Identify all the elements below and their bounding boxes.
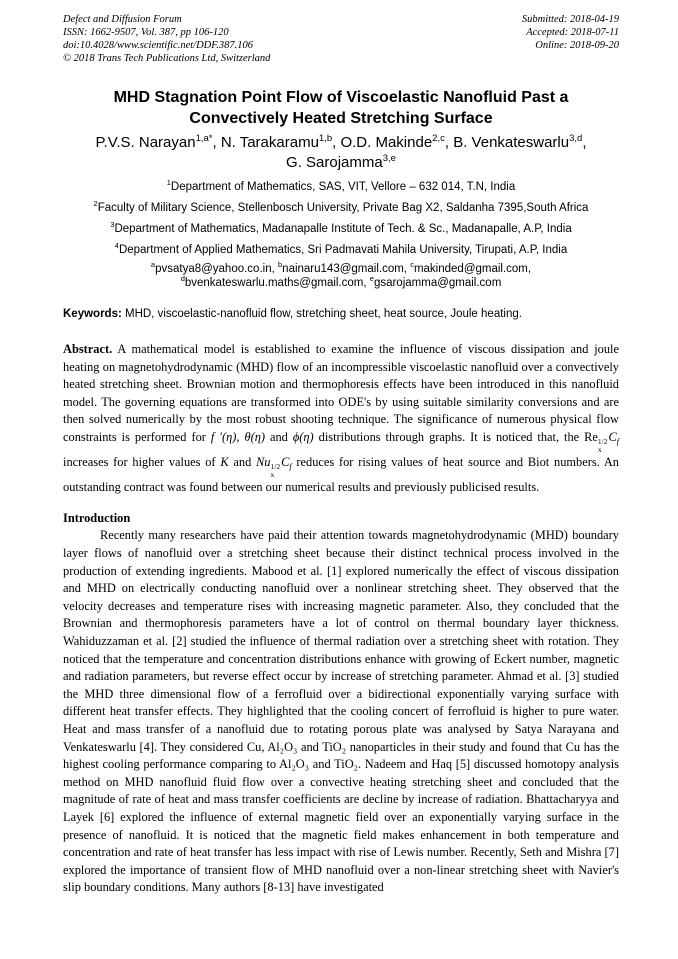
paper-title — [63, 87, 619, 129]
introduction-paragraph: Recently many researchers have paid their attention towards magnetohydrodynamic (MHD) boundary layer flows of nanofluid over a stretching sheet because their distinct technical process involved in the production of extending ingredients. Mabood et al. [1] explored numerically the effect of viscous dissipation and MHD on electrically conducting nanofluid over a nonlinear stretching sheet. They observed that the velocity decreases and temperature rises with increasing magnetic parameter. Also, they concluded that the Brownian and thermophoresis parameters have a lot of control on thermal boundary layer thickness. Wahiduzzaman et al. [2] studied the influence of thermal radiation over a stretching sheet with rotation. They noticed that the temperature and concentration distributions enhance with growing of Eckert number, magnetic and radiation parameters, but reverse effect occur by increase of stretching parameter. Ahmad et al. [3] studied the MHD three dimensional flow of a ferrofluid over a bidirectional exponentially varying surface with different heat transfer effects. They highlighted that the cooling concert of ferrofluid is higher to pure water. Heat and mass transfer of a nanofluid due to rotating porous plate was analysed by Satya Narayana and Venkateswarlu [4]. They considered Cu, Al₂O₃ and TiO₂ nanoparticles in their study and found that Cu has the highest cooling performance comparing to Al₂O₃ and TiO₂. Nadeem and Haq [5] discussed homotopy analysis method on MHD nanofluid fluid flow over a convective heating stretching sheet and concluded that the magnitude of rate of heat and mass transfer coefficients are decline by increase of radiation. Bhattacharyya and Layek [6] explored the influence of external magnetic field over an exponentially varying surface in the presence of nanofluid. It is noticed that the magnetic field makes enhancement in both temperature and concentration and rate of heat transfer has less impact with rise of Lewis number. Recently, Seth and Mishra [7] explored the importance of transient flow of MHD nanofluid over a non-linear stretching sheet with Navier's slip boundary conditions. Many authors [8-13] have investigated — [63, 528, 619, 895]
affiliation: $^3$Department of Mathematics, Madanapalle Institute of Tech. & Sc., Madanapalle, A.P, India — [110, 220, 572, 235]
author-affil-sup: 1,b — [318, 133, 333, 144]
email: $^c$makinded@gmail.com, — [410, 260, 532, 275]
journal-info — [63, 13, 270, 65]
author-list — [63, 133, 619, 173]
journal-header — [63, 13, 619, 65]
email: $^d$bvenkateswarlu.maths@gmail.com, — [180, 273, 370, 289]
email-line-2 — [63, 273, 619, 291]
author-affil-sup: 3,e — [382, 153, 396, 164]
author-line-1 — [63, 133, 619, 153]
journal-name: Defect and Diffusion Forum — [63, 14, 182, 25]
math-skin-friction-symbol: Re 1/2 x $C_f$ — [584, 429, 620, 455]
author-name: N. Tarakaramu — [220, 134, 319, 151]
math-f-prime-eta: f ′(η) — [210, 429, 237, 444]
paper-title-line2: Convectively Heated Stretching Surface — [189, 110, 493, 127]
journal-issn-volume: ISSN: 1662-9507, Vol. 387, pp 106-120 — [63, 27, 229, 38]
keywords-text: MHD, viscoelastic-nanofluid flow, stretching sheet, heat source, Joule heating. — [121, 308, 522, 320]
abstract-paragraph: Abstract. A mathematical model is established to examine the influence of viscous dissipation and joule heating on magnetohydrodynamic (MHD) flow of an incompressible viscoelastic nanofluid over a convectively heated stretching sheet. Brownian motion and thermophoresis effects have been introduced in this nanofluid model. The governing equations are transformed into ODE's by using suitable similarity conversions and are then solved numerically by the most robust shooting technique. The significance of numerous physical flow constraints is performed for f ′(η), θ(η) and ϕ(η) distributions through graphs. It is noticed that, the Re 1/2 x $C_f$ increases for higher values of K and Nu 1/2 x $C_f$ reduces for rising values of heat source and Biot numbers. An outstanding contract was found between our numerical results and previously publicised results. — [63, 342, 620, 495]
math-phi-eta: ϕ(η) — [292, 429, 314, 444]
email: $^a$pvsatya8@yahoo.co.in, — [150, 260, 278, 275]
email: $^b$nainaru143@gmail.com, — [278, 260, 411, 275]
math-nusselt-symbol: Nu 1/2 x $C_f$ — [256, 455, 292, 480]
author-emails — [63, 260, 619, 290]
email-line-1 — [63, 260, 619, 277]
online-date: Online: 2018-09-20 — [535, 40, 619, 51]
author-affil-sup: 1,a* — [195, 133, 213, 144]
paper-title-line1: MHD Stagnation Point Flow of Viscoelastic Nanofluid Past a — [113, 89, 569, 106]
author — [286, 154, 396, 171]
submitted-date: Submitted: 2018-04-19 — [521, 14, 619, 25]
author-name: P.V.S. Narayan — [95, 134, 196, 151]
accepted-date: Accepted: 2018-07-11 — [526, 27, 619, 38]
introduction-heading: Introduction — [63, 510, 131, 525]
author-name: G. Sarojamma — [286, 154, 383, 171]
affiliation: $^1$Department of Mathematics, SAS, VIT, Vellore – 632 014, T.N, India — [166, 178, 516, 193]
email: $^e$gsarojamma@gmail.com — [369, 273, 502, 289]
abstract-label: Abstract. — [63, 342, 113, 356]
journal-doi: doi:10.4028/www.scientific.net/DDF.387.106 — [63, 40, 254, 51]
author-affil-sup: 3,d — [569, 133, 583, 144]
author: O.D. Makinde$^{2,c}$, — [340, 133, 454, 151]
author-name: O.D. Makinde — [340, 134, 433, 151]
journal-copyright: © 2018 Trans Tech Publications Ltd, Switzerland — [63, 53, 271, 64]
math-theta-eta: θ(η) — [244, 429, 265, 444]
affiliation-list — [63, 177, 619, 261]
keywords-line — [63, 307, 619, 321]
author-line-2 — [63, 153, 619, 173]
author-name: B. Venkateswarlu — [453, 134, 570, 151]
author-affil-sup: 2,c — [432, 133, 445, 144]
math-K: K — [220, 455, 229, 470]
author: N. Tarakaramu$^{1,b}$, — [220, 133, 341, 151]
submission-dates — [522, 13, 619, 65]
author: P.V.S. Narayan$^{1,a*}$, — [95, 133, 221, 151]
author: B. Venkateswarlu$^{3,d}$, — [453, 133, 587, 151]
keywords-label: Keywords: — [63, 308, 122, 320]
affiliation: $^2$Faculty of Military Science, Stellenbosch University, Private Bag X2, Saldanha 7395,South Africa — [93, 199, 589, 214]
affiliation: $^4$Department of Applied Mathematics, Sri Padmavati Mahila University, Tirupati, A.P, India — [114, 241, 568, 256]
